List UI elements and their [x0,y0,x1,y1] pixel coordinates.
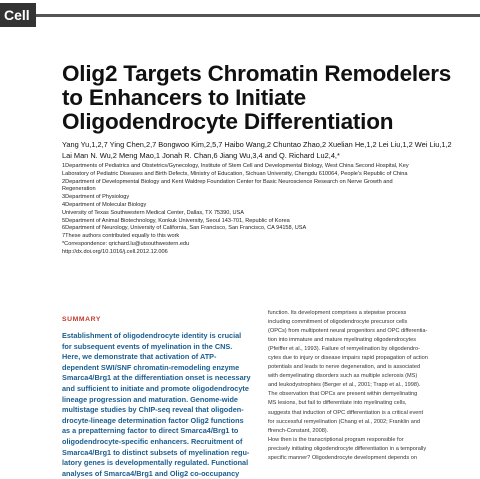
summary-text [62,331,260,479]
summary-line: for subsequent events of myelination in the CNS. [62,341,233,351]
body-line: tion into immature and mature myelinating oligodendrocytes [268,337,417,344]
summary-line: drocyte-lineage determination factor Olig2 functions [62,415,244,425]
summary-line: Smarca4/Brg1 at the differentiation onset is necessary [62,373,251,383]
body-line: MS lesions, but fail to differentiate into myelinating cells, [268,400,407,407]
summary-line: Here, we demonstrate that activation of ATP- [62,352,217,362]
affiliation-line: 1Departments of Pediatrics and Obstetrics/Gynecology, Institute of Stem Cell and Developmental Biology, West China Second Hospital, Key [62,163,409,169]
summary-line: dependent SWI/SNF chromatin-remodeling enzyme [62,362,240,372]
summary-line: lineage progression and maturation. Genome-wide [62,394,238,404]
body-line: potentials and leads to nerve degeneration, and is associated [268,364,421,371]
body-line: How then is the transcriptional program responsible for [268,436,404,443]
body-line: (Pfeiffer et al., 1993). Failure of remyelination by oligodendro- [268,346,420,353]
body-line: precisely initiating oligodendrocyte differentiation in a temporally [268,445,427,452]
journal-logo: Cell [0,3,36,27]
summary-line: multistage studies by ChIP-seq reveal that oligoden- [62,405,244,415]
affiliation-line: Regeneration [62,186,96,193]
summary-line: Establishment of oligodendrocyte identity is crucial [62,331,242,340]
body-line: function. Its development comprises a stepwise process [268,310,407,316]
article-title [62,62,462,134]
body-line: and leukodystrophies (Berger et al., 2001; Trapp et al., 1998). [268,382,421,389]
body-text-column [268,309,476,463]
title-line: Olig2 Targets Chromatin Remodelers [62,61,452,86]
correspondence-email[interactable]: *Correspondence: qrichard.lu@utsouthwestern.edu [62,240,190,247]
body-line: for successful remyelination (Chang et al., 2002; Franklin and [268,418,421,425]
affiliation-line: 3Department of Physiology [62,194,130,201]
affiliation-line: 7These authors contributed equally to this work [62,233,180,240]
summary-line: latory genes is developmentally regulated. Functional [62,458,249,468]
affiliations [62,163,474,257]
author-line: Lai Man N. Wu,2 Meng Mao,1 Jonah R. Chan,6 Jiang Wu,3,4 and Q. Richard Lu2,4,* [62,150,340,160]
summary-heading: SUMMARY [62,316,102,323]
affiliation-line: 5Department of Animal Biotechnology, Konkuk University, Seoul 143-701, Republic of Korea [62,217,290,224]
title-line: Oligodendrocyte Differentiation [62,109,394,134]
summary-line: oligodendrocyte-specific enhancers. Recruitment of [62,436,243,446]
affiliation-line: 4Department of Molecular Biology [62,201,147,208]
header-rule [36,14,480,17]
body-line: The observation that OPCs are present within demyelinating [268,391,418,398]
body-line: with demyelinating disorders such as multiple sclerosis (MS) [268,373,418,380]
title-line: to Enhancers to Initiate [62,85,306,110]
body-line: including commitment of oligodendrocyte precursor cells [268,319,408,326]
body-line: cytes due to injury or disease impairs rapid propagation of action [268,355,428,362]
affiliation-line: Laboratory of Pediatric Diseases and Birth Defects, Ministry of Education, Sichuan University, Chengdu 610064, People's Republic of China [62,170,408,177]
author-line: Yang Yu,1,2,7 Ying Chen,2,7 Bongwoo Kim,2,5,7 Haibo Wang,2 Chuntao Zhao,2 Xuelian He,1,2 Lei Liu,1,2 Wei Liu,1,2 [62,140,452,149]
doi-link[interactable]: http://dx.doi.org/10.1016/j.cell.2012.12.006 [62,248,168,255]
author-list [62,140,472,161]
summary-line: Smarca4/Brg1 to distinct subsets of myelination regu- [62,447,250,457]
body-line: ffrench-Constant, 2008). [268,427,329,434]
body-line: specific manner? Oligodendrocyte development depends on [268,454,417,461]
affiliation-line: 2Department of Developmental Biology and Kent Waldrep Foundation Center for Basic Neuroscience Research on Nerve Growth and [62,178,393,185]
body-line: (OPCs) from multipotent neural progenitors and OPC differentia- [268,328,428,335]
affiliation-line: 6Department of Neurology, University of California, San Francisco, San Francisco, CA 94158, USA [62,225,307,232]
summary-line: and sufficient to initiate and promote oligodendrocyte [62,383,249,393]
body-line: suggests that induction of OPC differentiation is a critical event [268,409,424,416]
summary-line: analyses of Smarca4/Brg1 and Olig2 co-occupancy [62,468,240,478]
summary-line: as a prepatterning factor to direct Smarca4/Brg1 to [62,426,239,436]
journal-header-bar [0,0,480,38]
affiliation-line: University of Texas Southwestern Medical Center, Dallas, TX 75390, USA [62,209,244,216]
